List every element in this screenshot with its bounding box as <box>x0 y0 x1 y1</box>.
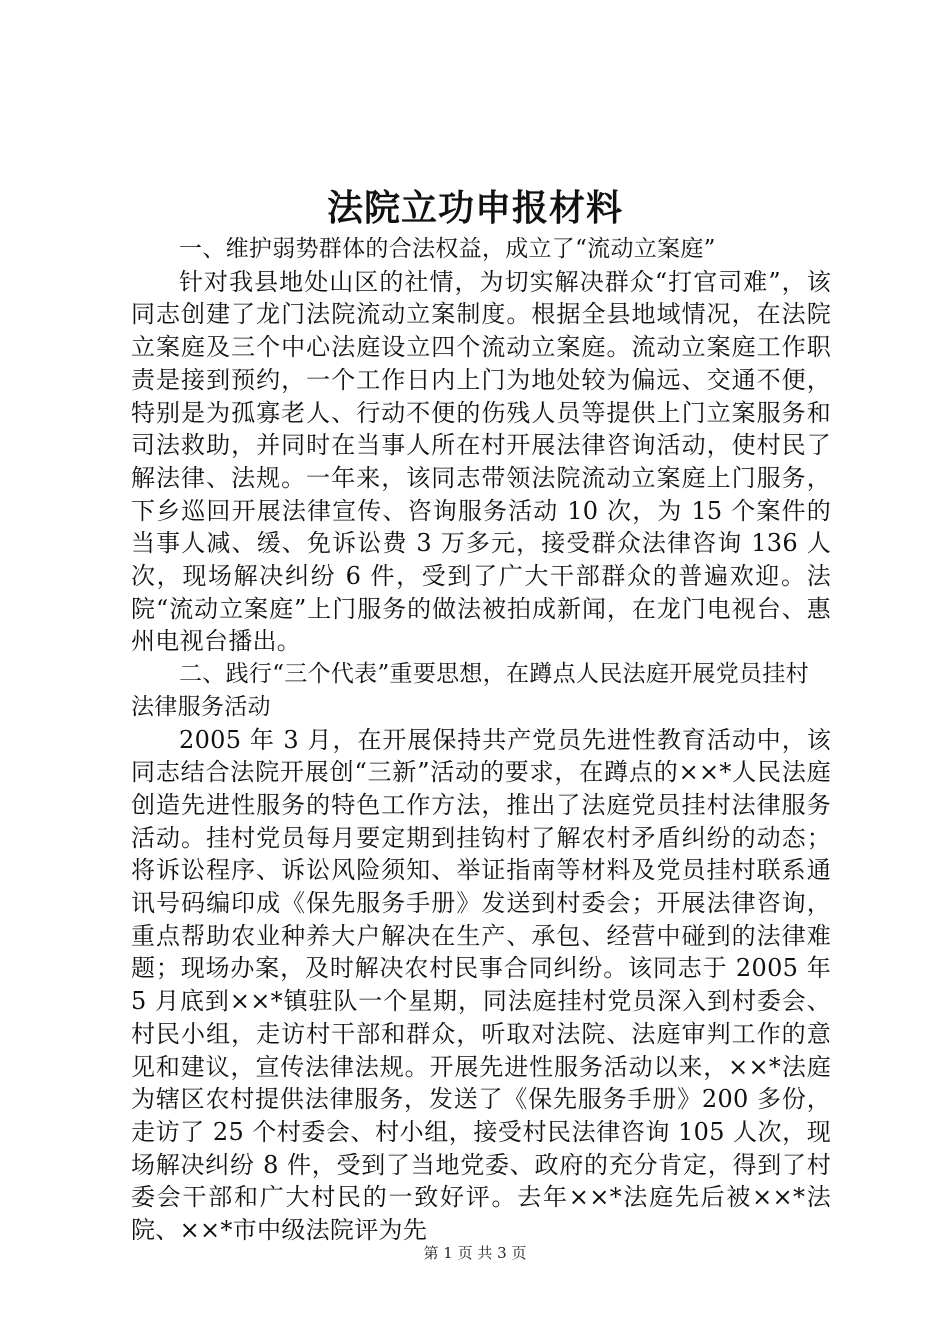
document-body <box>131 233 831 1247</box>
section-heading-2: 二、践行“三个代表”重要思想，在蹲点人民法庭开展党员挂村法律服务活动 <box>131 661 809 720</box>
section-paragraph-2: 2005 年 3 月，在开展保持共产党员先进性教育活动中，该同志结合法院开展创“三新”活动的要求，在蹲点的××*人民法庭创造先进性服务的特色工作方法，推出了法庭党员挂村法律服务活动。挂村党员每月要定期到挂钩村了解农村矛盾纠纷的动态；将诉讼程序、诉讼风险须知、举证指南等材料及党员挂村联系通讯号码编印成《保先服务手册》发送到村委会；开展法律咨询，重点帮助农业种养大户解决在生产、承包、经营中碰到的法律难题；现场办案，及时解决农村民事合同纠纷。该同志于 2005 年 5 月底到××*镇驻队一个星期，同法庭挂村党员深入到村委会、村民小组，走访村干部和群众，听取对法院、法庭审判工作的意见和建议，宣传法律法规。开展先进性服务活动以来，××*法庭为辖区农村提供法律服务，发送了《保先服务手册》200 多份，走访了 25 个村委会、村小组，接受村民法律咨询 105 人次，现场解决纠纷 8 件，受到了当地党委、政府的充分肯定，得到了村委会干部和广大村民的一致好评。去年××*法庭先后被××*法院、××*市中级法院评为先 <box>131 725 831 1245</box>
page-footer: 第 1 页 共 3 页 <box>423 1244 527 1262</box>
section-paragraph-1: 针对我县地处山区的社情，为切实解决群众“打官司难”，该同志创建了龙门法院流动立案制度。根据全县地域情况，在法院立案庭及三个中心法庭设立四个流动立案庭。流动立案庭工作职责是接到预约，一个工作日内上门为地处较为偏远、交通不便，特别是为孤寡老人、行动不便的伤残人员等提供上门立案服务和司法救助，并同时在当事人所在村开展法律咨询活动，使村民了解法律、法规。一年来，该同志带领法院流动立案庭上门服务，下乡巡回开展法律宣传、咨询服务活动 10 次，为 15 个案件的当事人减、缓、免诉讼费 3 万多元，接受群众法律咨询 136 人次，现场解决纠纷 6 件，受到了广大干部群众的普遍欢迎。法院“流动立案庭”上门服务的做法被拍成新闻，在龙门电视台、惠州电视台播出。 <box>131 267 831 656</box>
section-heading-1: 一、维护弱势群体的合法权益，成立了“流动立案庭” <box>179 236 716 262</box>
document-title: 法院立功申报材料 <box>326 187 623 229</box>
